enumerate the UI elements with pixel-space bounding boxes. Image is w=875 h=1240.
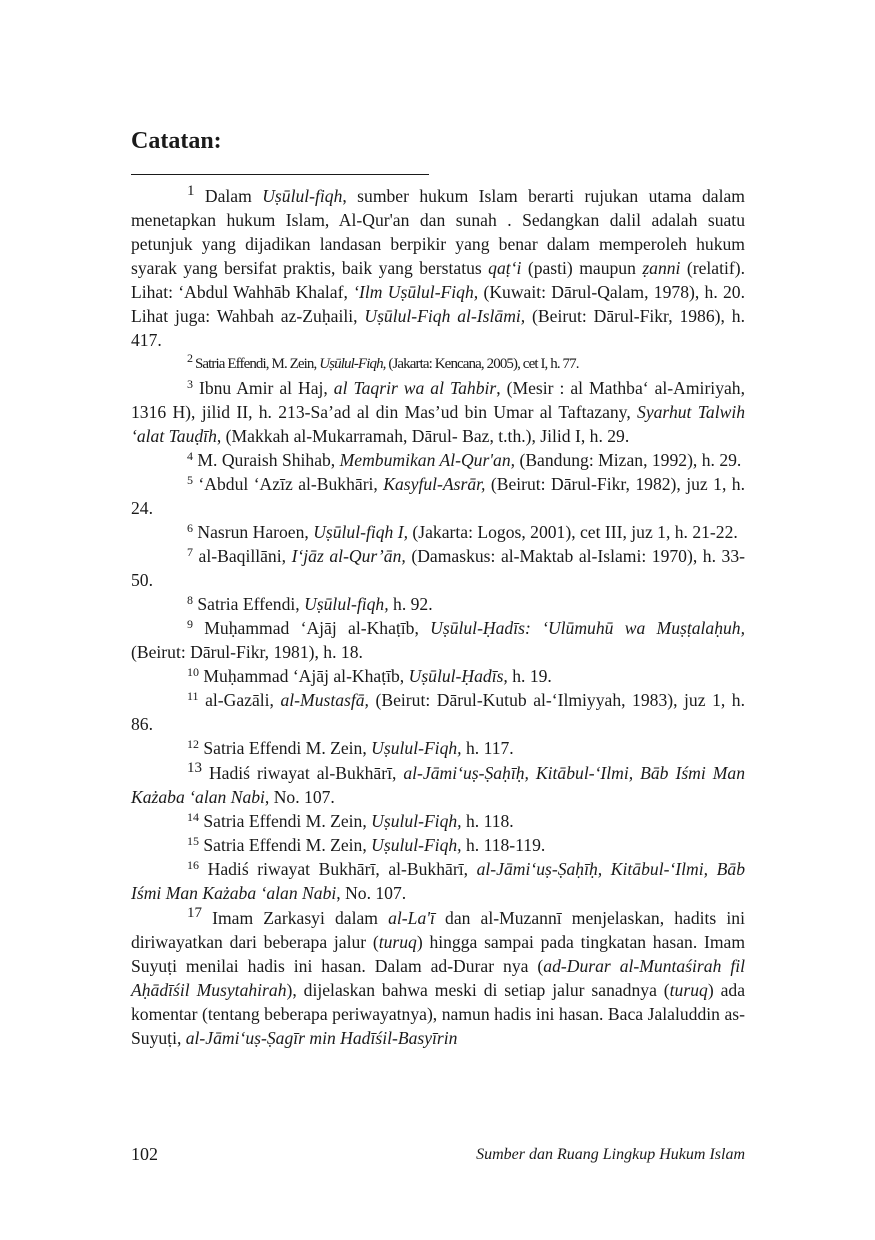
note-italic-run: Uṣulul-Fiqh, (371, 835, 462, 855)
note-italic-run: al-La'ī (388, 908, 435, 928)
note-italic-run: Syarhut Talwih ‘alat Tauḍīh (131, 402, 746, 446)
note-text (131, 859, 745, 903)
note-text (199, 666, 552, 686)
note-3 (131, 376, 745, 448)
note-text-run: Hadiś riwayat al-Bukhārī, (202, 763, 404, 783)
note-text-run: Satria Effendi, (193, 594, 305, 614)
note-17 (131, 906, 745, 1050)
note-number: 11 (187, 689, 199, 703)
note-italic-run: Uṣulul-Fiqh, (371, 811, 462, 831)
note-italic-run: al-Mustasfā, (280, 690, 369, 710)
footnote-divider (131, 174, 429, 175)
note-text (199, 811, 514, 831)
note-text-run: Hadiś riwayat Bukhārī, al-Bukhārī, (199, 859, 477, 879)
note-italic-run: Uṣūlul-Fiqh al-Islāmi, (364, 306, 526, 326)
note-italic-run: al-Jāmi‘uṣ-Ṣaḥīḥ, Kitābul-‘Ilmi, Bāb Iśmi Man Każaba ‘alan Nabi (131, 763, 745, 807)
note-text-run: (Beirut: Dārul-Fikr, 1981), h. 18. (131, 642, 363, 662)
note-11 (131, 688, 745, 736)
note-text-run: (Damaskus: al-Maktab al-Islami: 1970), h. 33-50. (131, 546, 746, 590)
note-italic-run: ad-Durar al-Muntaśirah fil Aḥādīśil Musytahirah (131, 956, 745, 1000)
note-number: 9 (187, 617, 193, 631)
note-text (193, 522, 738, 542)
note-italic-run: turuq (378, 932, 417, 952)
note-number: 4 (187, 449, 193, 463)
note-8 (131, 592, 745, 616)
note-text-run: h. 92. (388, 594, 433, 614)
note-number: 5 (187, 473, 193, 487)
note-italic-run: ẓanni (642, 258, 681, 278)
note-italic-run: al-Jāmi‘uṣ-Ṣaḥīḥ, Kitābul-‘Ilmi, Bāb Iśmi Man Każaba ‘alan Nabi (131, 859, 745, 903)
note-number: 2 (187, 351, 193, 365)
note-text-run: Imam Zarkasyi dalam (202, 908, 389, 928)
note-text (131, 690, 745, 734)
note-text (131, 546, 745, 590)
note-4 (131, 448, 745, 472)
note-text-run: ) ada komentar (tentang beberapa periwayatnya), namun hadis ini hasan. Baca Jalaluddin as-Suyuṭi, (131, 980, 746, 1048)
note-number: 8 (187, 593, 193, 607)
note-text (131, 618, 745, 662)
notes-heading: Catatan: (131, 128, 222, 154)
note-italic-run: Uṣūlul-Ḥadīs, (408, 666, 508, 686)
note-italic-run: Uṣūlul-Fiqh, (319, 356, 386, 372)
note-italic-run: turuq (669, 980, 708, 1000)
note-text-run: Satria Effendi M. Zein, (199, 811, 372, 831)
note-text (193, 450, 741, 470)
note-text-run: , sumber hukum Islam berarti rujukan utama dalam menetapkan hukum Islam, Al-Qur'an dan sunah . Sedangkan dalil adalah suatu petunjuk yang dijadikan landasan berpikir yang benar dalam memperoleh hukum syarak yang bersifat praktis, baik yang berstatus (131, 186, 745, 278)
note-text-run: Ibnu Amir al Haj, (193, 378, 334, 398)
note-6 (131, 520, 745, 544)
note-9 (131, 616, 745, 664)
note-text-run: , (Makkah al-Mukarramah, Dārul- Baz, t.th.), Jilid I, h. 29. (216, 426, 630, 446)
note-text-run: ‘Abdul ‘Azīz al-Bukhāri, (193, 474, 384, 494)
note-text-run: (Jakarta: Logos, 2001), cet III, juz 1, h. 21-22. (408, 522, 738, 542)
note-number: 17 (187, 905, 202, 921)
note-text-run: Muḥammad ‘Ajāj al-Khaṭīb, (199, 666, 409, 686)
note-text-run: (relatif). Lihat: ‘Abdul Wahhāb Khalaf, (131, 258, 745, 302)
note-italic-run: I‘jāz al-Qur’ān, (291, 546, 406, 566)
note-13 (131, 761, 745, 809)
note-italic-run: Uṣūlul-fiqh, (304, 594, 389, 614)
note-text-run: h. 118. (461, 811, 514, 831)
note-text-run: Dalam (194, 186, 263, 206)
note-italic-run: Uṣūlul-fiqh (262, 186, 343, 206)
note-italic-run: al Taqrir wa al Tahbir (333, 378, 497, 398)
note-number: 13 (187, 760, 202, 776)
note-text-run: Nasrun Haroen, (193, 522, 314, 542)
note-text-run: , No. 107. (264, 787, 335, 807)
note-16 (131, 857, 745, 905)
note-number: 14 (187, 810, 199, 824)
note-italic-run: Uṣūlul-fiqh I, (313, 522, 408, 542)
note-italic-run: ‘Ilm Uṣūlul-Fiqh, (353, 282, 479, 302)
note-number: 12 (187, 737, 199, 751)
note-7 (131, 544, 745, 592)
note-text (199, 835, 545, 855)
note-number: 1 (187, 183, 195, 199)
note-text (131, 378, 745, 446)
note-number: 6 (187, 521, 193, 535)
note-2 (131, 352, 745, 376)
note-text-run: (Jakarta: Kencana, 2005), cet I, h. 77. (385, 356, 579, 372)
note-1 (131, 184, 745, 352)
note-text (192, 356, 578, 372)
note-text (131, 908, 745, 1048)
note-number: 3 (187, 377, 193, 391)
note-text-run: (Kuwait: Dārul-Qalam, 1978), h. 20. Lihat juga: Wahbah az-Zuḥaili, (131, 282, 746, 326)
note-text-run: dan al-Muzannī menjelaskan, hadits ini diriwayatkan dari beberapa jalur ( (131, 908, 745, 952)
note-number: 10 (187, 665, 199, 679)
note-text-run: (Bandung: Mizan, 1992), h. 29. (515, 450, 742, 470)
note-text (199, 738, 514, 758)
note-text-run: ) hingga sampai pada tingkatan hasan. Imam Suyuṭi menilai hadis ini hasan. Dalam ad-Durar nya ( (131, 932, 746, 976)
note-text-run: al-Baqillāni, (193, 546, 292, 566)
running-title: Sumber dan Ruang Lingkup Hukum Islam (476, 1146, 745, 1163)
note-text-run: h. 19. (507, 666, 552, 686)
note-text-run: (Beirut: Dārul-Fikr, 1982), juz 1, h. 24. (131, 474, 745, 518)
note-text-run: Satria Effendi, M. Zein, (192, 356, 320, 372)
note-number: 7 (187, 545, 193, 559)
note-text (193, 594, 433, 614)
note-text-run: Satria Effendi M. Zein, (199, 835, 372, 855)
note-number: 15 (187, 834, 199, 848)
note-text-run: Muḥammad ‘Ajāj al-Khaṭīb, (193, 618, 431, 638)
note-italic-run: Uṣulul-Fiqh, (371, 738, 462, 758)
note-text-run: Satria Effendi M. Zein, (199, 738, 372, 758)
note-number: 16 (187, 858, 199, 872)
note-text-run: (pasti) maupun (521, 258, 643, 278)
note-italic-run: Membumikan Al-Qur'an, (339, 450, 516, 470)
note-10 (131, 664, 745, 688)
note-italic-run: Kasyful-Asrār, (383, 474, 486, 494)
note-text-run: h. 117. (461, 738, 514, 758)
note-text-run: , (Mesir : al Mathba‘ al-Amiriyah, 1316 H), jilid II, h. 213-Sa’ad al din Mas’ud bin Umar al Taftazany, (131, 378, 745, 422)
note-15 (131, 833, 745, 857)
note-text-run: (Beirut: Dārul-Fikr, 1986), h. 417. (131, 306, 745, 350)
note-text (131, 474, 745, 518)
note-text-run: , No. 107. (336, 883, 407, 903)
note-12 (131, 736, 745, 760)
note-14 (131, 809, 745, 833)
note-text-run: ), dijelaskan bahwa meski di setiap jalur sanadnya ( (286, 980, 670, 1000)
note-italic-run: Uṣūlul-Ḥadīs: ‘Ulūmuhū wa Muṣṭalaḥuh, (430, 618, 745, 638)
note-text (131, 763, 745, 807)
note-italic-run: al-Jāmi‘uṣ-Ṣagīr min Hadīśil-Basyīrin (185, 1028, 458, 1048)
note-text-run: (Beirut: Dārul-Kutub al-‘Ilmiyyah, 1983), juz 1, h. 86. (131, 690, 745, 734)
note-5 (131, 472, 745, 520)
notes-list (131, 184, 745, 1050)
note-text (131, 186, 745, 350)
note-text-run: M. Quraish Shihab, (193, 450, 340, 470)
note-text-run: h. 118-119. (461, 835, 546, 855)
note-italic-run: qaṭ‘i (488, 258, 522, 278)
note-text-run: al-Gazāli, (198, 690, 281, 710)
page-number: 102 (131, 1144, 158, 1164)
